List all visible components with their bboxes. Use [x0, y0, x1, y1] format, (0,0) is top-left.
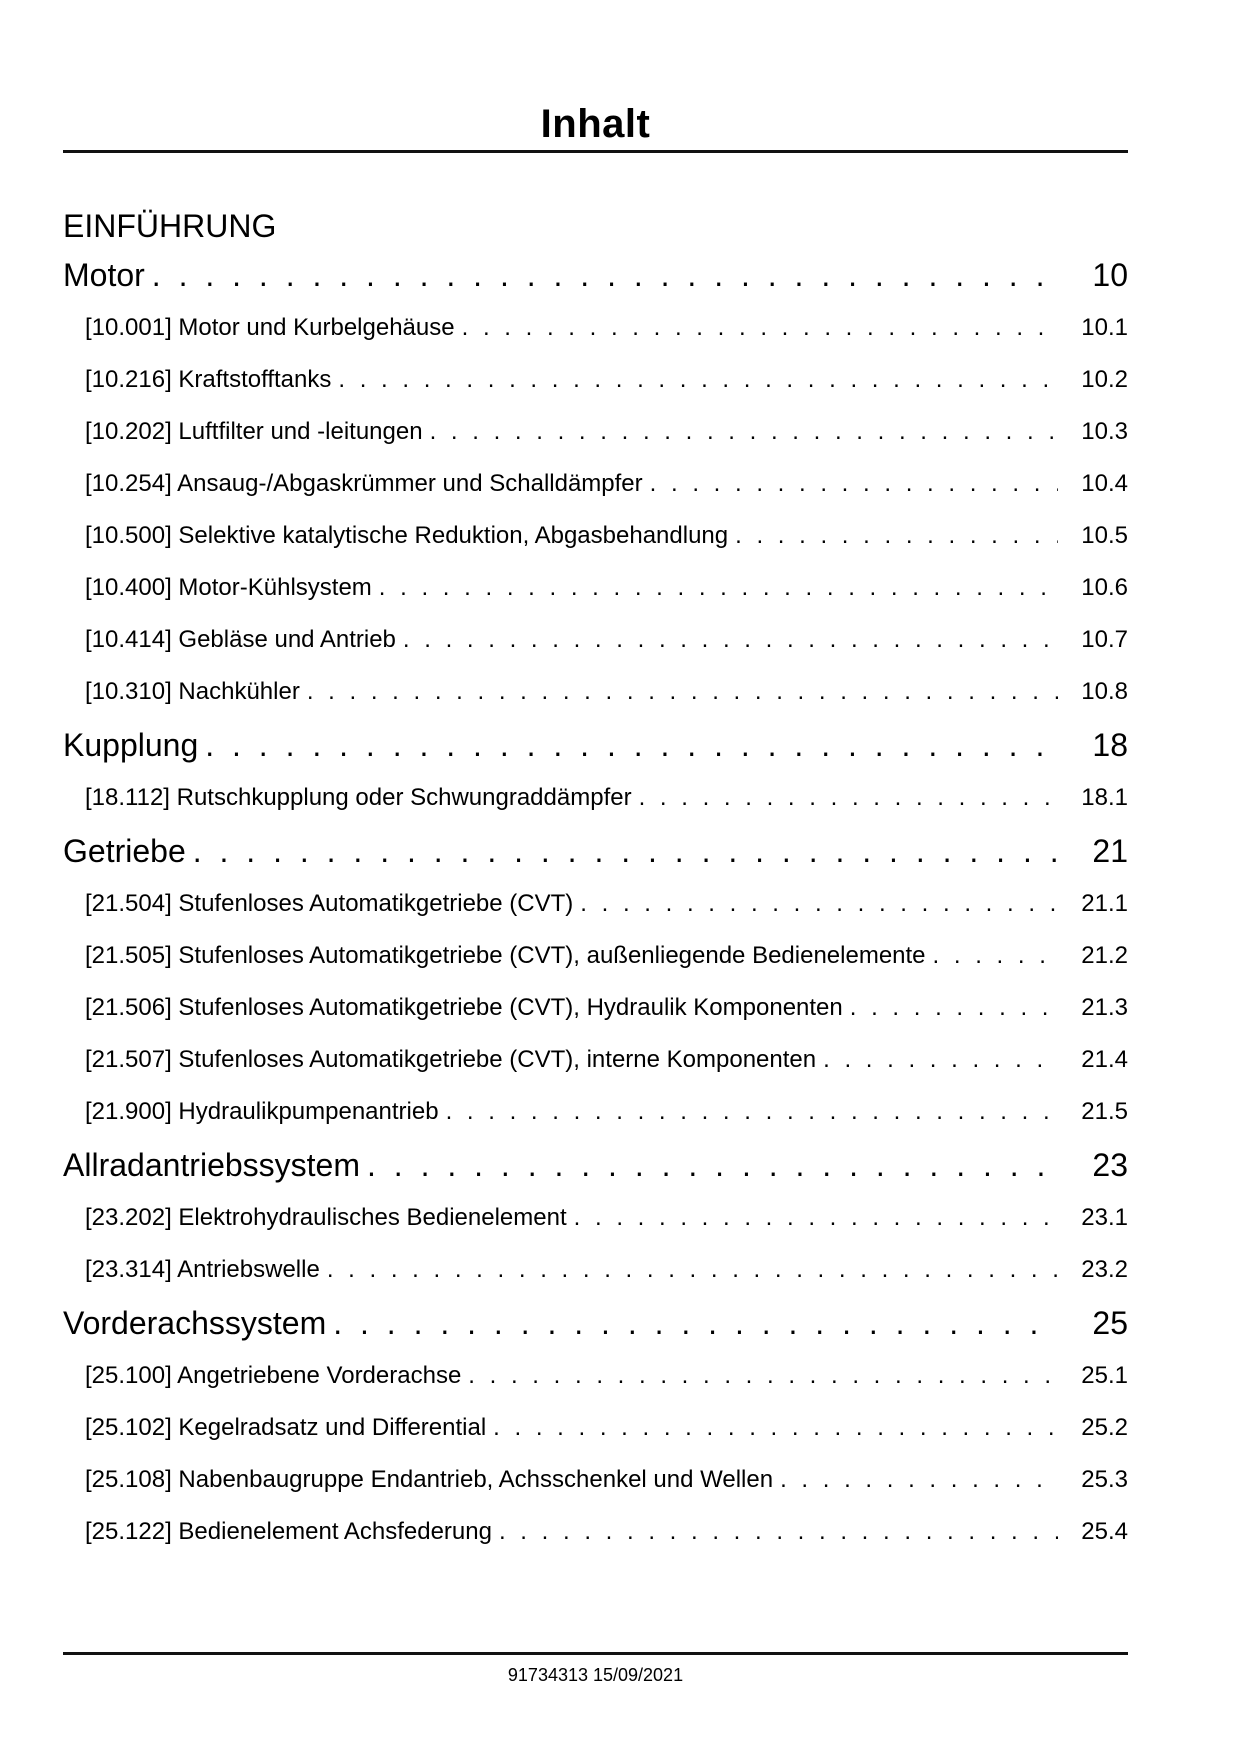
toc-item-label: [23.202] Elektrohydraulisches Bedienelement	[85, 1204, 567, 1231]
toc-section-label: Kupplung	[63, 727, 199, 763]
dot-leader	[367, 1138, 1058, 1192]
dot-leader	[430, 406, 1058, 458]
toc-item-page: 21.5	[1081, 1098, 1128, 1125]
toc-section-row	[63, 824, 1128, 878]
dot-leader	[574, 1192, 1058, 1244]
dot-leader	[338, 354, 1058, 406]
toc-item-label: [10.310] Nachkühler	[85, 678, 300, 705]
toc-item-page: 25.3	[1081, 1466, 1128, 1493]
toc-item-label: [10.500] Selektive katalytische Reduktion, Abgasbehandlung	[85, 522, 729, 549]
dot-leader	[462, 302, 1058, 354]
dot-leader	[650, 458, 1058, 510]
dot-leader	[780, 1454, 1058, 1506]
toc-list	[63, 248, 1128, 1558]
toc-item-page: 23.2	[1081, 1256, 1128, 1283]
dot-leader	[468, 1350, 1058, 1402]
toc-item-page: 18.1	[1081, 784, 1128, 811]
toc-item-label: [25.100] Angetriebene Vorderachse	[85, 1362, 462, 1389]
footer-text: 91734313 15/09/2021	[507, 1665, 684, 1685]
dot-leader	[499, 1506, 1058, 1558]
dot-leader	[307, 666, 1058, 718]
toc-item-label: [10.414] Gebläse und Antrieb	[85, 626, 396, 653]
toc-item-row	[63, 1086, 1128, 1138]
toc-item-row	[63, 1244, 1128, 1296]
toc-item-row	[63, 614, 1128, 666]
toc-item-row	[63, 982, 1128, 1034]
toc-section-page: 21	[1092, 833, 1128, 869]
toc-item-page: 25.1	[1081, 1362, 1128, 1389]
dot-leader	[580, 878, 1058, 930]
dot-leader	[403, 614, 1058, 666]
dot-leader	[379, 562, 1058, 614]
toc-item-row	[63, 1192, 1128, 1244]
dot-leader	[205, 718, 1058, 772]
toc-item-row	[63, 406, 1128, 458]
toc-item-row	[63, 562, 1128, 614]
toc-item-row	[63, 1350, 1128, 1402]
toc-section-page: 23	[1092, 1147, 1128, 1183]
dot-leader	[333, 1296, 1058, 1350]
toc-item-row	[63, 510, 1128, 562]
toc-item-label: [10.001] Motor und Kurbelgehäuse	[85, 314, 455, 341]
toc-item-row	[63, 666, 1128, 718]
toc-item-label: [10.400] Motor-Kühlsystem	[85, 574, 372, 601]
toc-item-label: [23.314] Antriebswelle	[85, 1256, 320, 1283]
footer-rule	[63, 1652, 1128, 1655]
dot-leader	[152, 248, 1058, 302]
toc-item-page: 21.4	[1081, 1046, 1128, 1073]
toc-item-page: 10.7	[1081, 626, 1128, 653]
toc-item-label: [25.102] Kegelradsatz und Differential	[85, 1414, 487, 1441]
dot-leader	[493, 1402, 1058, 1454]
toc-item-page: 10.5	[1081, 522, 1128, 549]
dot-leader	[193, 824, 1058, 878]
toc-item-label: [18.112] Rutschkupplung oder Schwungraddämpfer	[85, 784, 632, 811]
toc-item-label: [21.505] Stufenloses Automatikgetriebe (CVT), außenliegende Bedienelemente	[85, 942, 926, 969]
toc-section-row	[63, 248, 1128, 302]
toc-item-row	[63, 1034, 1128, 1086]
toc-item-page: 21.3	[1081, 994, 1128, 1021]
toc-item-row	[63, 1402, 1128, 1454]
toc-section-page: 18	[1092, 727, 1128, 763]
toc-item-page: 21.1	[1081, 890, 1128, 917]
toc-item-page: 10.2	[1081, 366, 1128, 393]
toc-item-page: 10.3	[1081, 418, 1128, 445]
toc-item-row	[63, 878, 1128, 930]
toc-item-label: [10.216] Kraftstofftanks	[85, 366, 332, 393]
toc-item-row	[63, 302, 1128, 354]
page-title: Inhalt	[540, 102, 651, 146]
dot-leader	[735, 510, 1058, 562]
toc-item-page: 25.2	[1081, 1414, 1128, 1441]
toc-item-row	[63, 772, 1128, 824]
toc-item-label: [10.254] Ansaug-/Abgaskrümmer und Schalldämpfer	[85, 470, 643, 497]
toc-item-page: 10.8	[1081, 678, 1128, 705]
toc-item-label: [25.108] Nabenbaugruppe Endantrieb, Achsschenkel und Wellen	[85, 1466, 774, 1493]
toc-section-row	[63, 1138, 1128, 1192]
dot-leader	[327, 1244, 1058, 1296]
toc-section-page: 25	[1092, 1305, 1128, 1341]
toc-item-label: [10.202] Luftfilter und -leitungen	[85, 418, 423, 445]
toc-item-row	[63, 354, 1128, 406]
toc-item-label: [21.506] Stufenloses Automatikgetriebe (CVT), Hydraulik Komponenten	[85, 994, 843, 1021]
toc-section-row	[63, 1296, 1128, 1350]
toc-section-page: 10	[1092, 257, 1128, 293]
toc-item-row	[63, 930, 1128, 982]
toc-item-page: 10.4	[1081, 470, 1128, 497]
dot-leader	[446, 1086, 1058, 1138]
toc-section-label: Motor	[63, 257, 145, 293]
toc-item-row	[63, 1454, 1128, 1506]
toc-section-label: Vorderachssystem	[63, 1305, 327, 1341]
dot-leader	[639, 772, 1058, 824]
toc-section-label: Allradantriebssystem	[63, 1147, 360, 1183]
toc-item-page: 10.1	[1081, 314, 1128, 341]
intro-heading: EINFÜHRUNG	[63, 208, 277, 244]
toc-item-page: 10.6	[1081, 574, 1128, 601]
toc-item-label: [21.504] Stufenloses Automatikgetriebe (CVT)	[85, 890, 574, 917]
toc-item-page: 21.2	[1081, 942, 1128, 969]
toc-item-label: [21.507] Stufenloses Automatikgetriebe (CVT), interne Komponenten	[85, 1046, 817, 1073]
toc-item-label: [25.122] Bedienelement Achsfederung	[85, 1518, 492, 1545]
toc-item-row	[63, 458, 1128, 510]
toc-item-row	[63, 1506, 1128, 1558]
header-rule	[63, 150, 1128, 153]
toc-item-page: 23.1	[1081, 1204, 1128, 1231]
toc-item-label: [21.900] Hydraulikpumpenantrieb	[85, 1098, 439, 1125]
dot-leader	[933, 930, 1058, 982]
dot-leader	[823, 1034, 1058, 1086]
dot-leader	[850, 982, 1058, 1034]
toc-item-page: 25.4	[1081, 1518, 1128, 1545]
toc-section-row	[63, 718, 1128, 772]
toc-section-label: Getriebe	[63, 833, 186, 869]
